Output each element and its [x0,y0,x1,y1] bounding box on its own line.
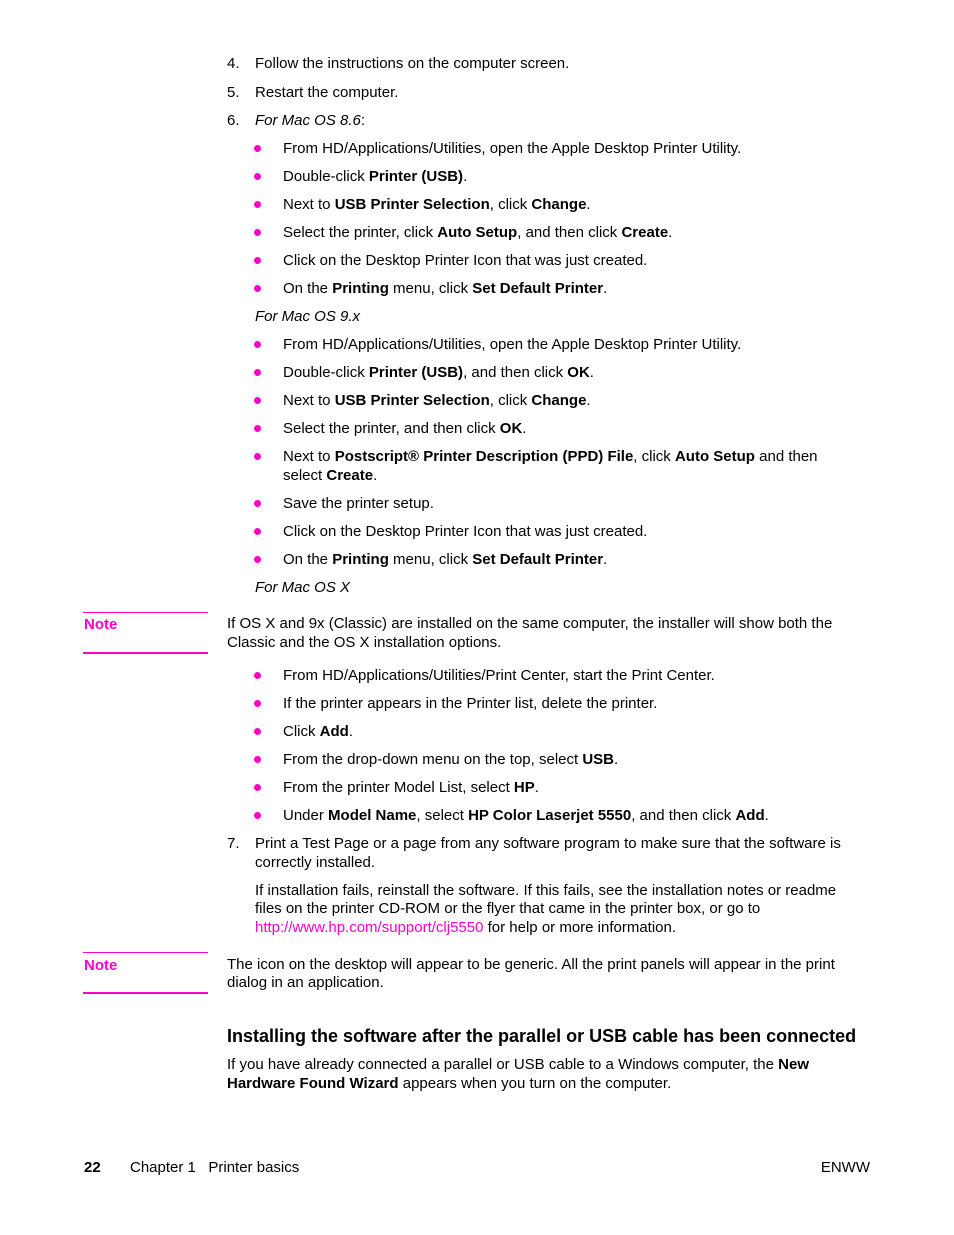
list-item: Next to USB Printer Selection, click Change. [283,196,591,213]
bullet-icon [254,229,261,236]
note-text: dialog in an application. [227,974,384,991]
section-paragraph: If you have already connected a parallel or USB cable to a Windows computer, the New [227,1056,809,1073]
bullet-icon [254,500,261,507]
section-paragraph: Hardware Found Wizard appears when you turn on the computer. [227,1075,672,1092]
bullet-icon [254,528,261,535]
bullet-icon [254,812,261,819]
step-number: 7. [227,835,240,852]
bullet-icon [254,784,261,791]
list-item: From the drop-down menu on the top, select USB. [283,751,619,768]
list-item-continuation: select Create. [283,467,378,484]
list-item: If the printer appears in the Printer list, delete the printer. [283,695,658,712]
list-item: From HD/Applications/Utilities/Print Center, start the Print Center. [283,667,715,684]
section-heading: Installing the software after the parallel or USB cable has been connected [227,1026,857,1046]
list-item: Double-click Printer (USB). [283,168,468,185]
bullet-icon [254,341,261,348]
bullet-icon [254,257,261,264]
list-item: Click Add. [283,723,354,740]
list-item: From HD/Applications/Utilities, open the Apple Desktop Printer Utility. [283,140,742,157]
list-item: Select the printer, click Auto Setup, and then click Create. [283,224,673,241]
subheading-mac-x: For Mac OS X [255,579,351,596]
bullet-icon [254,173,261,180]
bullet-icon [254,145,261,152]
step-text: Print a Test Page or a page from any software program to make sure that the software is [255,835,841,852]
note-rule-bottom [83,992,208,994]
page-number: 22 [84,1159,101,1176]
step-number: 4. [227,55,240,72]
list-item: Click on the Desktop Printer Icon that was just created. [283,523,648,540]
list-item: Next to USB Printer Selection, click Change. [283,392,591,409]
step-text: Restart the computer. [255,84,399,101]
note-text: Classic and the OS X installation options. [227,634,502,651]
bullet-icon [254,397,261,404]
note-label: Note [84,616,118,633]
list-item: From HD/Applications/Utilities, open the Apple Desktop Printer Utility. [283,336,742,353]
list-item: Double-click Printer (USB), and then click OK. [283,364,594,381]
bullet-icon [254,728,261,735]
bullet-icon [254,756,261,763]
subheading-mac-9: For Mac OS 9.x [255,308,361,325]
bullet-icon [254,201,261,208]
bullet-icon [254,425,261,432]
list-item: From the printer Model List, select HP. [283,779,539,796]
note-text: If OS X and 9x (Classic) are installed on the same computer, the installer will show both the [227,615,833,632]
bullet-icon [254,700,261,707]
note-label: Note [84,957,118,974]
note-text: The icon on the desktop will appear to be generic. All the print panels will appear in the print [227,956,835,973]
paragraph-install-fails: If installation fails, reinstall the software. If this fails, see the installation notes or readme [255,882,837,899]
list-item: On the Printing menu, click Set Default Printer. [283,280,608,297]
list-item: Select the printer, and then click OK. [283,420,527,437]
list-item: Under Model Name, select HP Color Laserjet 5550, and then click Add. [283,807,769,824]
bullet-icon [254,453,261,460]
support-link[interactable]: http://www.hp.com/support/clj5550 [255,919,484,936]
subheading-mac-8-6: For Mac OS 8.6 [255,112,361,129]
list-item: Click on the Desktop Printer Icon that was just created. [283,252,648,269]
note-rule-top [83,952,208,953]
list-item: Save the printer setup. [283,495,434,512]
bullet-icon [254,285,261,292]
note-rule-bottom [83,652,208,654]
bullet-icon [254,369,261,376]
step-number: 6. [227,112,240,129]
bullet-icon [254,556,261,563]
footer-edition: ENWW [820,1159,870,1176]
bullet-icon [254,672,261,679]
list-item: Next to Postscript® Printer Description (PPD) File, click Auto Setup and then [283,448,818,465]
step-text: For Mac OS 8.6: [255,112,366,129]
note-rule-top [83,612,208,613]
step-text: Follow the instructions on the computer screen. [255,55,570,72]
step-text: correctly installed. [255,854,376,871]
paragraph-install-fails: files on the printer CD-ROM or the flyer that came in the printer box, or go to [255,900,761,917]
list-item: On the Printing menu, click Set Default Printer. [283,551,608,568]
paragraph-install-fails: http://www.hp.com/support/clj5550 for help or more information. [255,919,677,936]
footer-chapter: Chapter 1 Printer basics [130,1159,300,1176]
step-number: 5. [227,84,240,101]
